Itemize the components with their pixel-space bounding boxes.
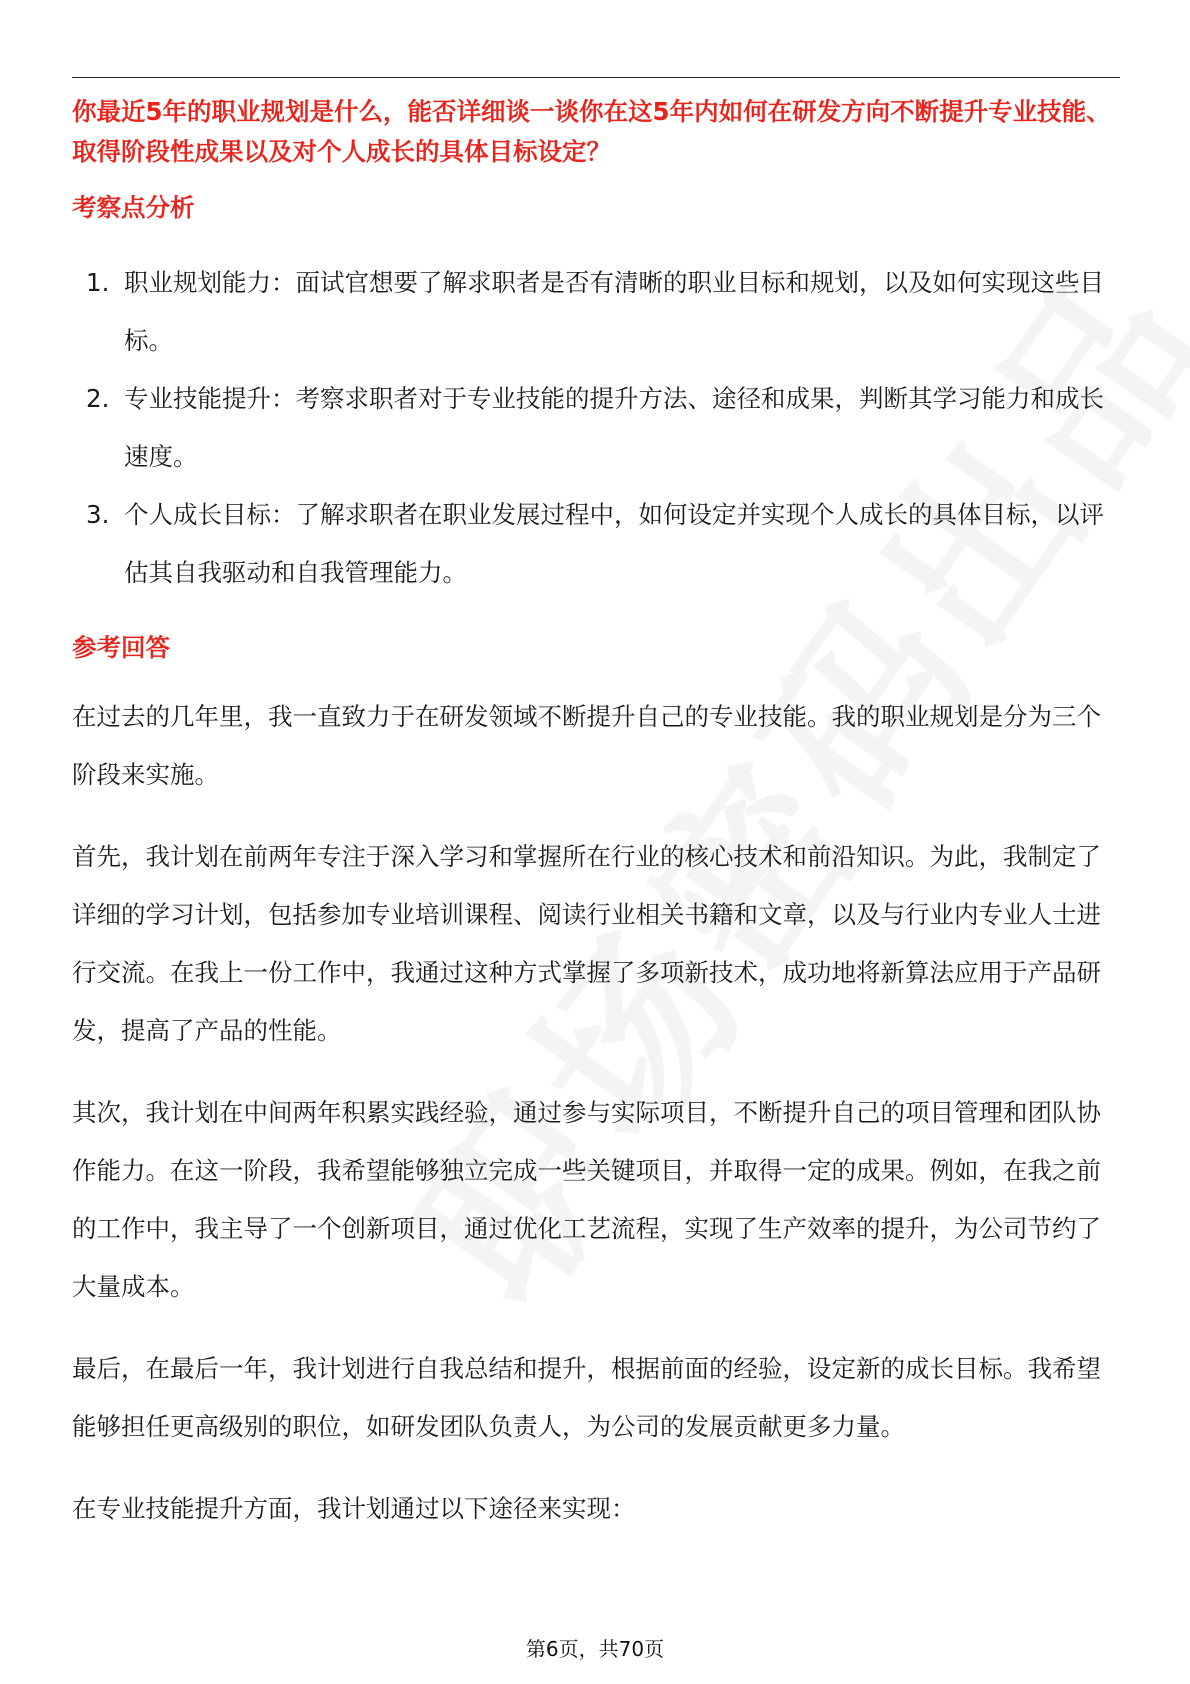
analysis-title: 考察点分析	[72, 193, 195, 222]
answer-paragraph: 最后，在最后一年，我计划进行自我总结和提升，根据前面的经验，设定新的成长目标。我希望能够担任更高级别的职位，如研发团队负责人，为公司的发展贡献更多力量。	[72, 1354, 1101, 1441]
list-text: 职业规划能力：面试官想要了解求职者是否有清晰的职业目标和规划，以及如何实现这些目标。	[124, 268, 1104, 355]
list-number: 1.	[86, 268, 110, 297]
answer-paragraph: 首先，我计划在前两年专注于深入学习和掌握所在行业的核心技术和前沿知识。为此，我制定了详细的学习计划，包括参加专业培训课程、阅读行业相关书籍和文章，以及与行业内专业人士进行交流。在我上一份工作中，我通过这种方式掌握了多项新技术，成功地将新算法应用于产品研发，提高了产品的性能。	[72, 842, 1101, 1045]
list-text: 个人成长目标：了解求职者在职业发展过程中，如何设定并实现个人成长的具体目标，以评估其自我驱动和自我管理能力。	[124, 500, 1104, 587]
list-number: 3.	[86, 500, 110, 529]
header-rule	[72, 77, 1120, 78]
list-text: 专业技能提升：考察求职者对于专业技能的提升方法、途径和成果，判断其学习能力和成长速度。	[124, 384, 1104, 471]
analysis-points	[72, 254, 1122, 602]
content	[72, 92, 1122, 1538]
list-item	[72, 486, 1122, 602]
answer-title: 参考回答	[72, 633, 170, 662]
answer-paragraph: 在专业技能提升方面，我计划通过以下途径来实现：	[72, 1494, 636, 1523]
list-item	[72, 370, 1122, 486]
answer-paragraph: 其次，我计划在中间两年积累实践经验，通过参与实际项目，不断提升自己的项目管理和团队协作能力。在这一阶段，我希望能够独立完成一些关键项目，并取得一定的成果。例如，在我之前的工作中，我主导了一个创新项目，通过优化工艺流程，实现了生产效率的提升，为公司节约了大量成本。	[72, 1098, 1101, 1301]
answer-paragraph: 在过去的几年里，我一直致力于在研发领域不断提升自己的专业技能。我的职业规划是分为三个阶段来实施。	[72, 702, 1101, 789]
question-heading: 你最近5年的职业规划是什么，能否详细谈一谈你在这5年内如何在研发方向不断提升专业技能、取得阶段性成果以及对个人成长的具体目标设定？	[72, 97, 1111, 166]
list-item	[72, 254, 1122, 370]
page-number: 第6页，共70页	[525, 1637, 665, 1661]
list-number: 2.	[86, 384, 110, 413]
